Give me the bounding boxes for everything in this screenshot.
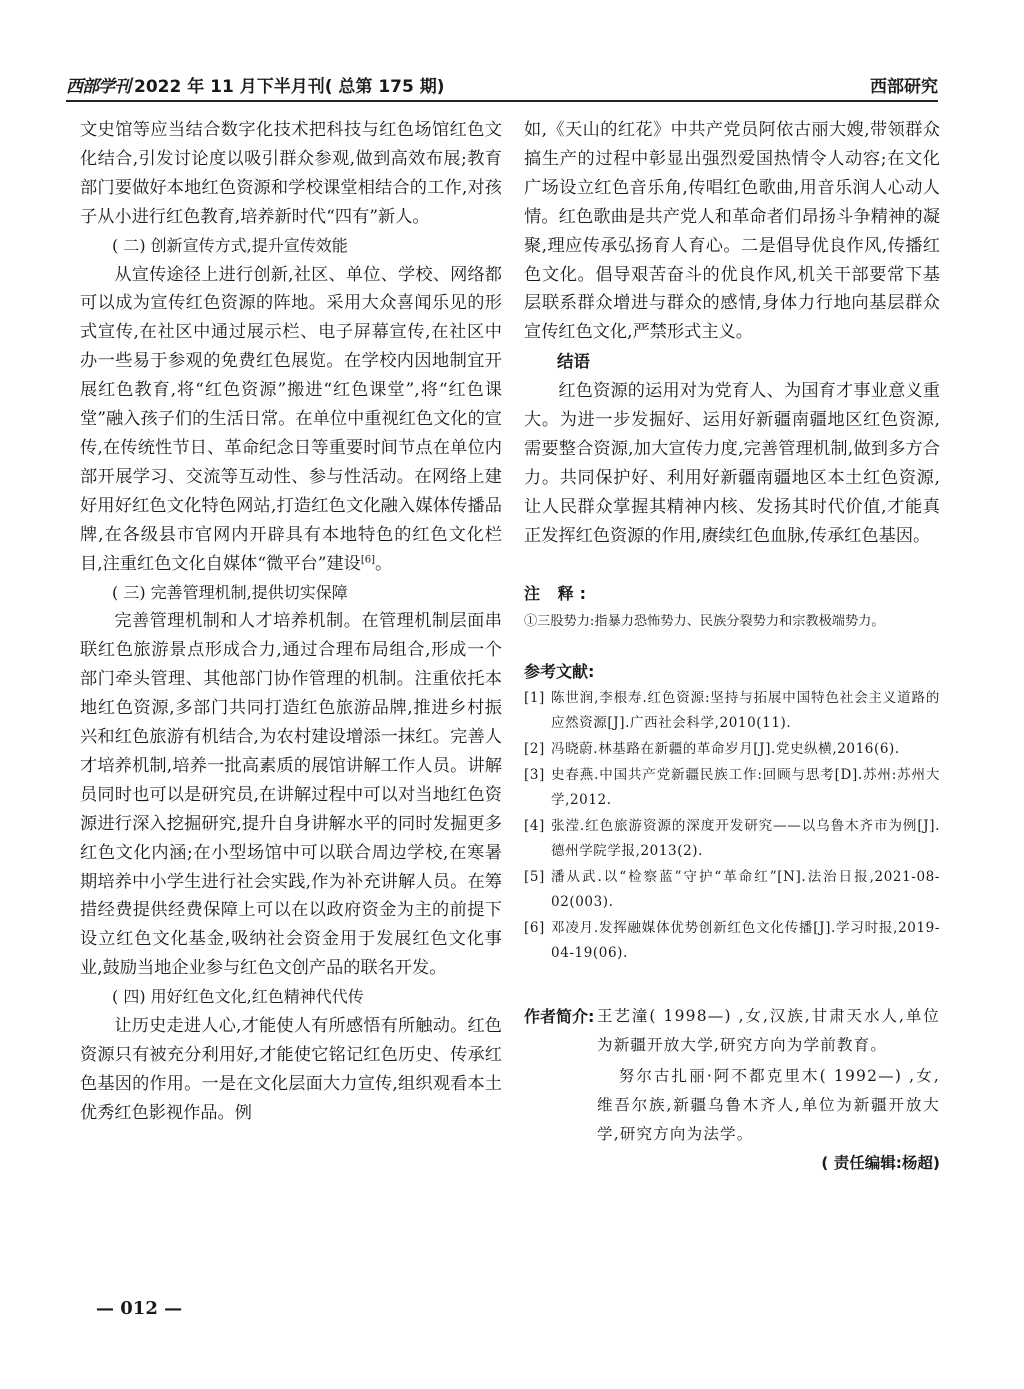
reference-number: [1] [524,689,545,706]
notes-heading: 注 释: [524,583,592,603]
reference-number: [4] [524,817,545,834]
issue-info: 2022 年 11 月下半月刊( 总第 175 期) [134,77,445,97]
paragraph-end: 。 [375,553,393,574]
reference-text: 张滢.红色旅游资源的深度开发研究——以乌鲁木齐市为例[J].德州学院学报,2013(2). [551,817,940,859]
journal-logo: 西部学刊 [66,77,130,97]
reference-number: [5] [524,868,545,885]
author-label: 作者简介: [524,1006,595,1026]
citation: [6] [360,553,376,565]
right-column [524,116,940,1177]
reference-item [524,763,940,813]
running-title: 西部研究 [870,77,938,97]
body-paragraph: 文史馆等应当结合数字化技术把科技与红色场馆红色文化结合,引发讨论度以吸引群众参观,做到高效布展;教育部门要做好本地红色资源和学校课堂相结合的工作,对孩子从小进行红色教育,培养新时代“四有”新人。 [80,120,502,227]
reference-text: 冯晓蔚.林基路在新疆的革命岁月[J].党史纵横,2016(6). [551,740,900,757]
reference-item [524,814,940,864]
page-number: — 012 — [96,1298,183,1319]
body-paragraph: 如,《天山的红花》中共产党员阿依古丽大嫂,带领群众搞生产的过程中彰显出强烈爱国热情令人动容;在文化广场设立红色音乐角,传唱红色歌曲,用音乐润人心动人情。红色歌曲是共产党人和革命者们昂扬斗争精神的凝聚,理应传承弘扬育人育心。二是倡导优良作风,传播红色文化。倡导艰苦奋斗的优良作风,机关干部要常下基层联系群众增进与群众的感情,身体力行地向基层群众宣传红色文化,严禁形式主义。 [524,120,940,343]
author-2: 努尔古扎丽·阿不都克里木( 1992—) ,女,维吾尔族,新疆乌鲁木齐人,单位为新疆开放大学,研究方向为法学。 [597,1066,940,1143]
reference-item [524,916,940,966]
body-paragraph: 让历史走进人心,才能使人有所感悟有所触动。红色资源只有被充分利用好,才能使它铭记红色历史、传承红色基因的作用。一是在文化层面大力宣传,组织观看本土优秀红色影视作品。例 [80,1016,502,1123]
body-paragraph: 红色资源的运用对为党育人、为国育才事业意义重大。为进一步发掘好、运用好新疆南疆地区红色资源,需要整合资源,加大宣传力度,完善管理机制,做到多方合力。共同保护好、利用好新疆南疆地区本土红色资源,让人民群众掌握其精神内核、发扬其时代价值,才能真正发挥红色资源的作用,赓续红色血脉,传承红色基因。 [524,381,940,546]
paragraph-text: 从宣传途径上进行创新,社区、单位、学校、网络都可以成为宣传红色资源的阵地。采用大众喜闻乐见的形式宣传,在社区中通过展示栏、电子屏幕宣传,在社区中办一些易于参观的免费红色展览。在学校内因地制宜开展红色教育,将“红色资源”搬进“红色课堂”,将“红色课堂”融入孩子们的生活日常。在单位中重视红色文化的宣传,在传统性节日、革命纪念日等重要时间节点在单位内部开展学习、交流等互动性、参与性活动。在网络上建好用好红色文化特色网站,打造红色文化融入媒体传播品牌,在各级县市官网内开辟具有本地特色的红色文化栏目,注重红色文化自媒体“微平台”建设 [80,264,502,574]
page-header [66,70,938,102]
masthead [66,72,445,97]
body-paragraph [80,261,502,579]
reference-item [524,865,940,915]
section-heading: ( 四) 用好红色文化,红色精神代代传 [112,987,364,1007]
reference-item [524,737,940,762]
section-heading: ( 二) 创新宣传方式,提升宣传效能 [112,235,348,255]
body-paragraph: 完善管理机制和人才培养机制。在管理机制层面串联红色旅游景点形成合力,通过合理布局组合,形成一个部门牵头管理、其他部门协作管理的机制。注重依托本地红色资源,多部门共同打造红色旅游品牌,推进乡村振兴和红色旅游有机结合,为农村建设增添一抹红。完善人才培养机制,培养一批高素质的展馆讲解工作人员。讲解员同时也可以是研究员,在讲解过程中可以对当地红色资源进行深入挖掘研究,提升自身讲解水平的同时发掘更多红色文化内涵;在小型场馆中可以联合周边学校,在寒暑期培养中小学生进行社会实践,作为补充讲解人员。在筹措经费提供经费保障上可以在以政府资金为主的前提下设立红色文化基金,吸纳社会资金用于发展红色文化事业,鼓励当地企业参与红色文创产品的联名开发。 [80,611,502,979]
author-1: 王艺潼( 1998—) ,女,汉族,甘肃天水人,单位为新疆开放大学,研究方向为学前教育。 [597,1006,940,1054]
reference-text: 潘从武.以“检察蓝”守护“革命红”[N].法治日报,2021-08-02(003). [551,868,940,910]
author-bio [524,1002,940,1149]
editor-note: ( 责任编辑:杨超) [821,1153,940,1172]
conclusion-heading: 结语 [557,352,590,372]
reference-number: [2] [524,740,545,757]
reference-item [524,686,940,736]
note-item: ①三股势力:指暴力恐怖势力、民族分裂势力和宗教极端势力。 [524,613,885,629]
reference-number: [6] [524,919,545,936]
section-heading: ( 三) 完善管理机制,提供切实保障 [112,582,348,602]
reference-text: 史春燕.中国共产党新疆民族工作:回顾与思考[D].苏州:苏州大学,2012. [551,766,940,808]
reference-number: [3] [524,766,545,783]
reference-text: 陈世润,李根寿.红色资源:坚持与拓展中国特色社会主义道路的应然资源[J].广西社会科学,2010(11). [551,689,940,731]
references-heading: 参考文献: [524,661,595,681]
left-column [80,116,502,1128]
reference-text: 邓凌月.发挥融媒体优势创新红色文化传播[J].学习时报,2019-04-19(06). [551,919,940,961]
